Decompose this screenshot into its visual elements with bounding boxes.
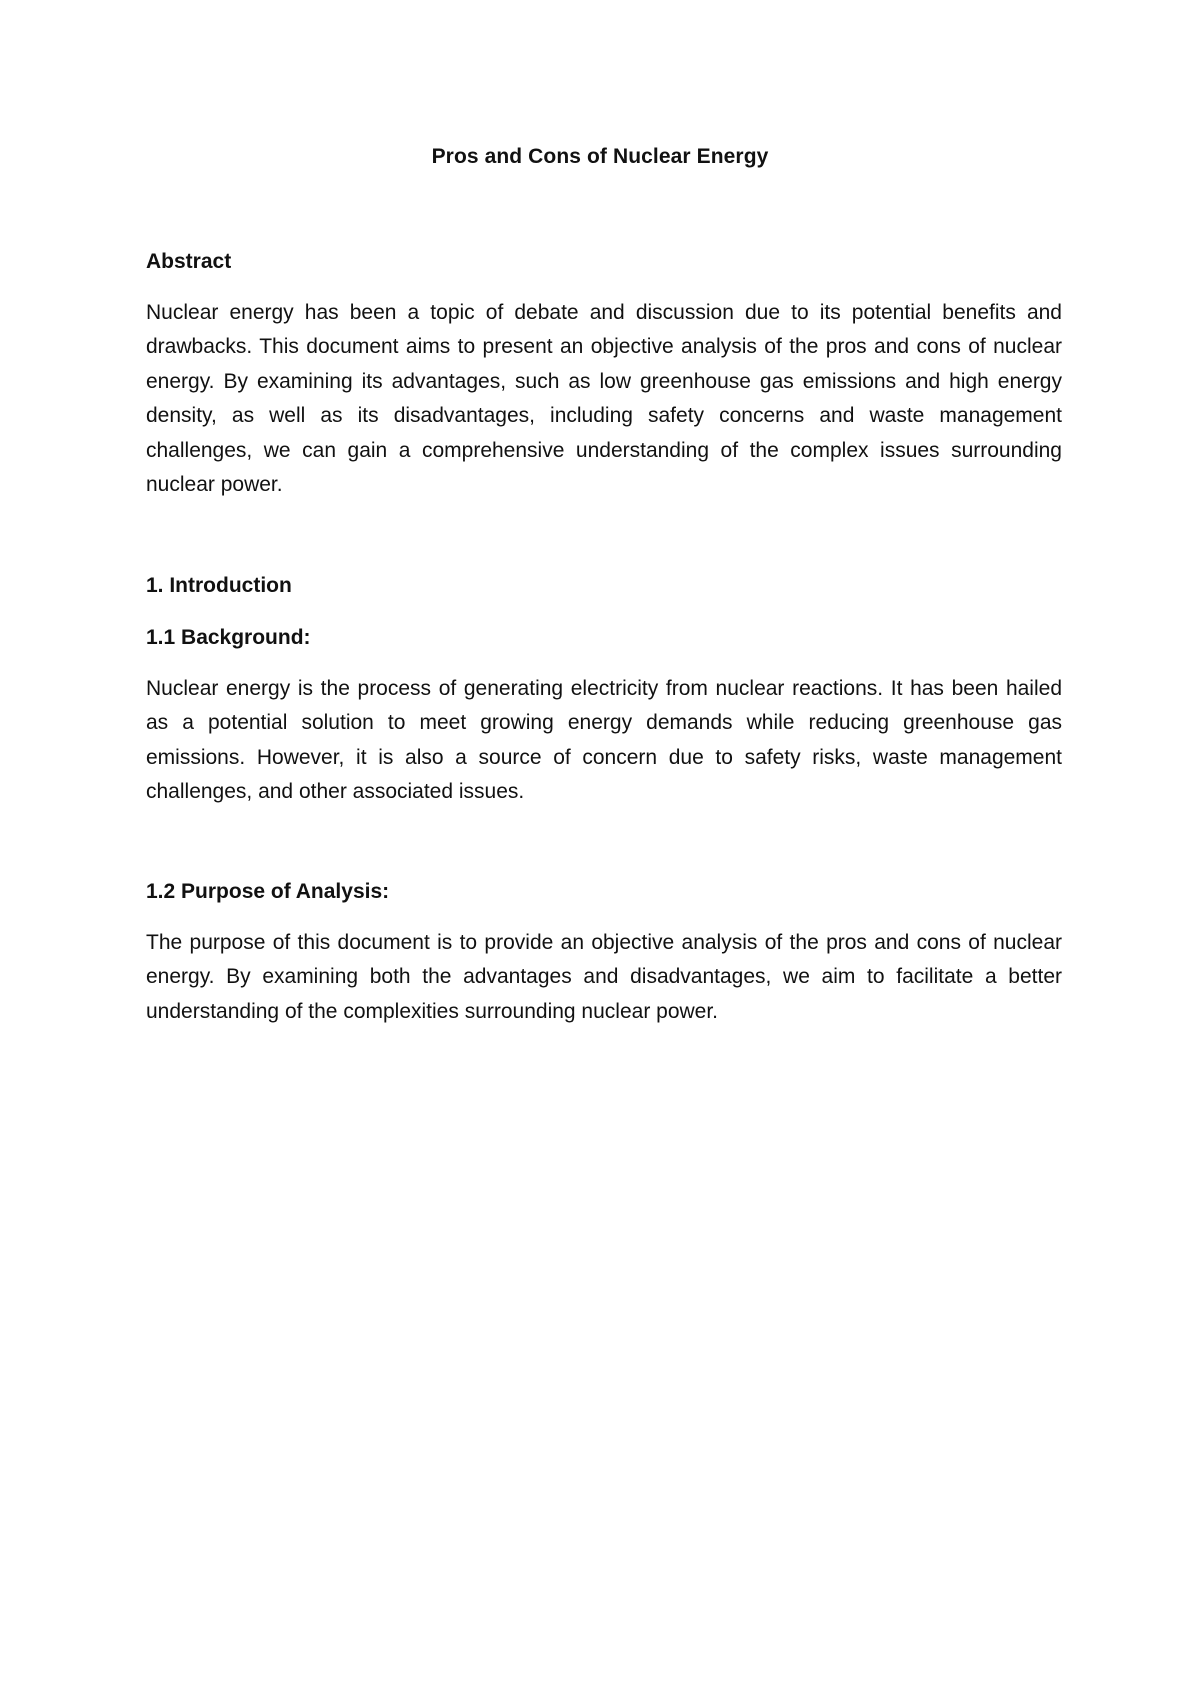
abstract-heading: Abstract — [146, 250, 232, 273]
background-body: Nuclear energy is the process of generating electricity from nuclear reactions. It has been hailed as a potential solution to meet growing energy demands while reducing greenhouse gas emissions. However, it is also a source of concern due to safety risks, waste management challenges, and other associated issues. — [146, 677, 1062, 804]
purpose-body: The purpose of this document is to provide an objective analysis of the pros and cons of nuclear energy. By examining both the advantages and disadvantages, we aim to facilitate a better understanding of the complexities surrounding nuclear power. — [146, 931, 1062, 1023]
document-title: Pros and Cons of Nuclear Energy — [431, 145, 769, 168]
introduction-heading: 1. Introduction — [146, 574, 292, 597]
background-heading: 1.1 Background: — [146, 626, 311, 649]
abstract-body: Nuclear energy has been a topic of debate and discussion due to its potential benefits and drawbacks. This document aims to present an objective analysis of the pros and cons of nuclear energy. By examining its advantages, such as low greenhouse gas emissions and high energy density, as well as its disadvantages, including safety concerns and waste management challenges, we can gain a comprehensive understanding of the complex issues surrounding nuclear power. — [146, 301, 1062, 497]
purpose-heading: 1.2 Purpose of Analysis: — [146, 880, 390, 903]
